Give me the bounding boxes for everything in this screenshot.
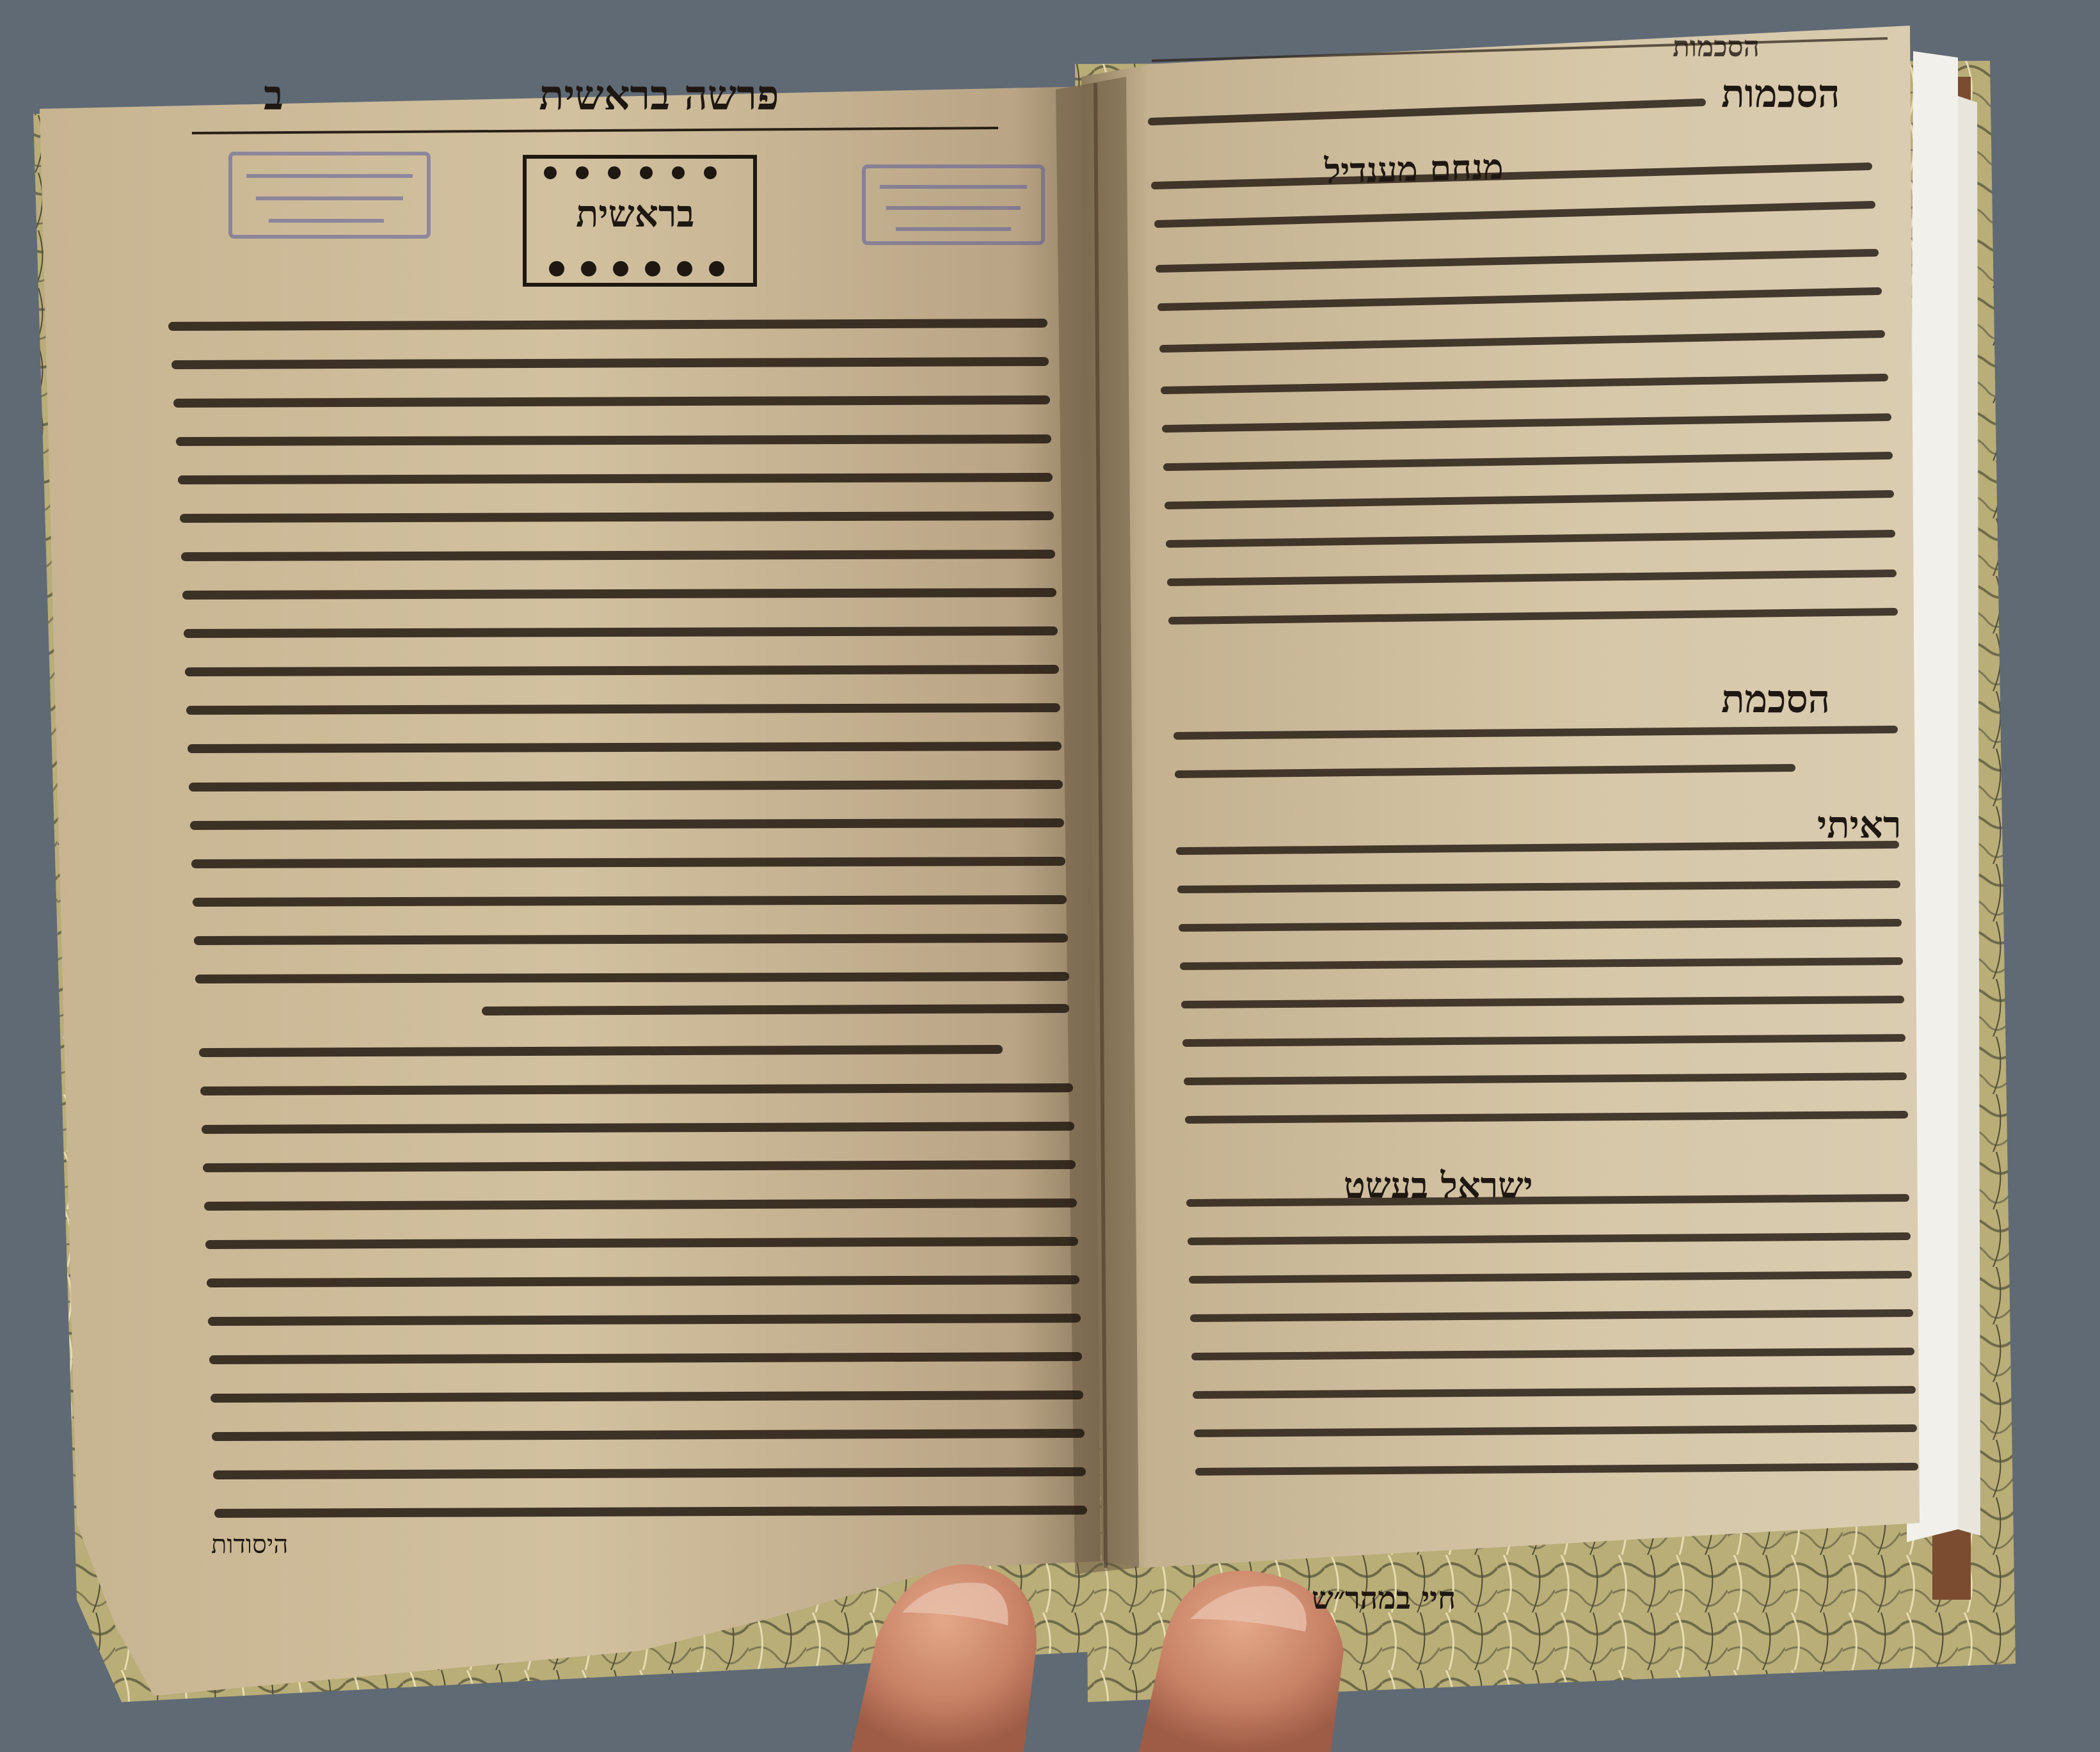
right-section-heading-2: הסכמת [1721,677,1831,722]
left-folio-number: ב [264,72,283,120]
right-running-head: הסכמות [1672,31,1760,63]
right-signature: חיי במהר״ש [1312,1581,1456,1616]
right-name-heading-2: ישראל בעשט [1344,1165,1533,1207]
right-name-heading-1: מנחם מענדיל [1324,146,1504,192]
left-chapter-title: בראשית [576,192,695,235]
right-section-heading: הסכמות [1721,72,1840,116]
left-tail-word: היסודות [211,1530,289,1559]
left-running-head: פרשה בראשית [539,72,779,120]
right-opening-word: ראיתי [1817,803,1902,847]
right-page-edge-white-2 [1958,96,1980,1536]
